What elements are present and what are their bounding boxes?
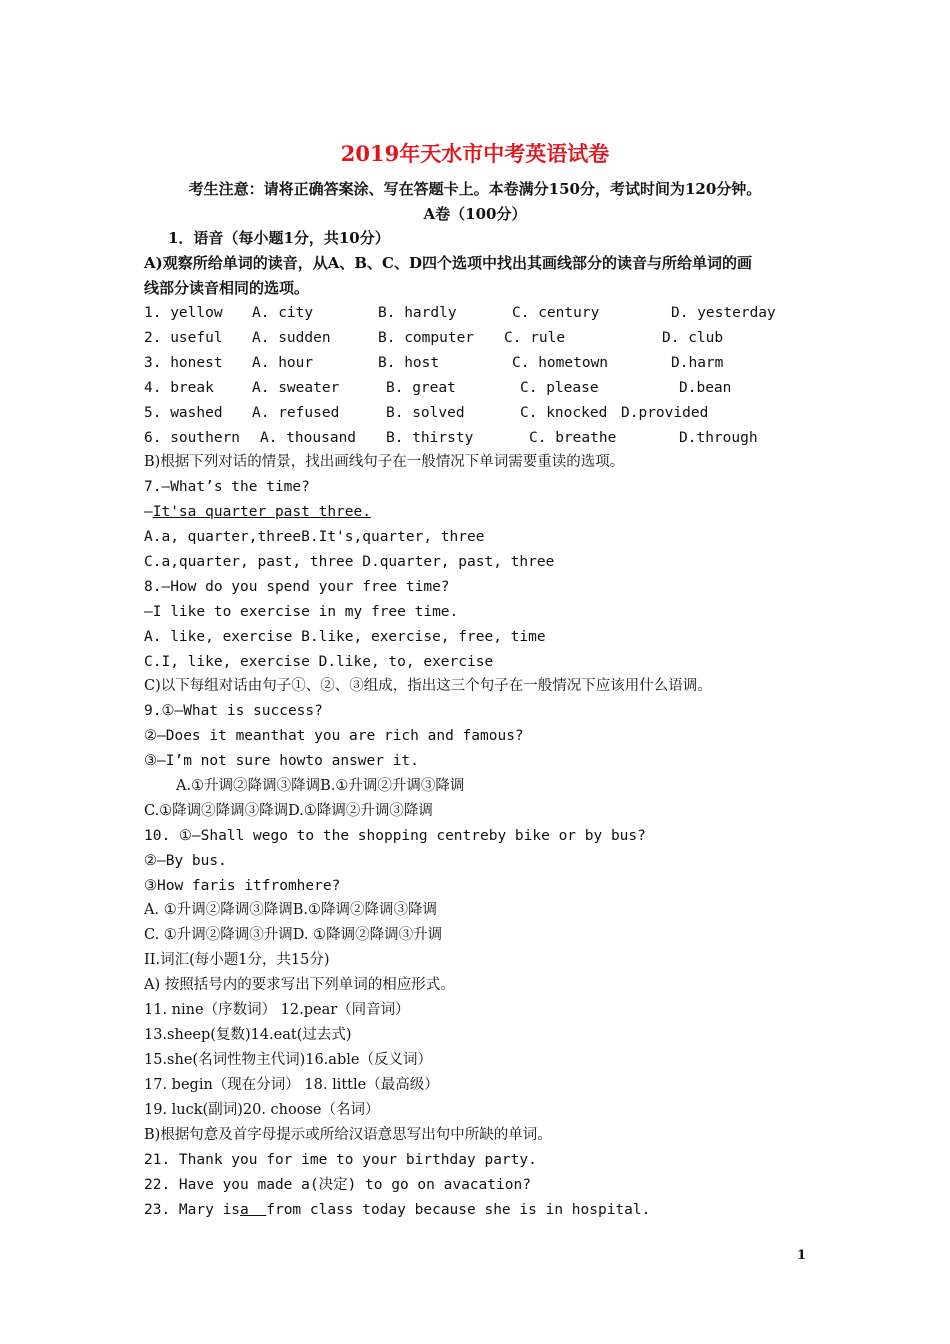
exam-notice: 考生注意：请将正确答案涂、写在答题卡上。本卷满分150分，考试时间为120分钟。 — [188, 180, 762, 198]
q8-answer: —I like to exercise in my free time. — [144, 604, 459, 620]
q21: 21. Thank you for ime to your birthday party. — [144, 1152, 537, 1168]
q9-sentence-1: 9.①—What is success? — [144, 703, 323, 719]
q1-option-b: B. hardly — [378, 305, 457, 321]
q7-answer — [144, 502, 371, 522]
q1-option-d: D. yesterday — [671, 305, 776, 321]
q5-option-a: A. refused — [252, 405, 340, 421]
q5-option-c: C. knocked — [520, 405, 608, 421]
q4-option-d: D.bean — [679, 380, 732, 396]
q2-option-d: D. club — [662, 330, 724, 346]
q23 — [144, 1200, 650, 1220]
q7-dash: — — [144, 504, 153, 520]
q7-options-line2: C.a,quarter, past, three D.quarter, past, three — [144, 554, 555, 570]
q4-option-a: A. sweater — [252, 380, 340, 396]
section2-partA-instruction: A) 按照括号内的要求写出下列单词的相应形式。 — [144, 977, 455, 993]
q5-word: 5. washed — [144, 405, 223, 421]
q6-option-a: A. thousand — [260, 430, 357, 446]
q2-option-c: C. rule — [504, 330, 566, 346]
q9-sentence-2: ②—Does it meanthat you are rich and famous? — [144, 728, 524, 744]
paper-a-heading: A卷（100分） — [423, 205, 527, 223]
q10-sentence-3: ③How faris itfromhere? — [144, 878, 341, 894]
q6-option-c: C. breathe — [529, 430, 617, 446]
q1-word: 1. yellow — [144, 305, 223, 321]
q9-options-line1: A.①升调②降调③降调B.①升调②升调③降调 — [176, 778, 465, 794]
q10-sentence-2: ②—By bus. — [144, 853, 227, 869]
partC-instruction: C)以下每组对话由句子①、②、③组成，指出这三个句子在一般情况下应该用什么语调。 — [144, 678, 712, 694]
q3-option-c: C. hometown — [512, 355, 609, 371]
q15-q16: 15.she(名词性物主代词)16.able（反义词） — [144, 1052, 432, 1068]
page-number: 1 — [797, 1248, 807, 1263]
q7-underlined-sentence: It'sa quarter past three. — [152, 504, 371, 520]
q10-sentence-1: 10. ①—Shall wego to the shopping centreby bike or by bus? — [144, 828, 646, 844]
q3-option-a: A. hour — [252, 355, 314, 371]
q6-option-b: B. thirsty — [386, 430, 474, 446]
q11-q12: 11. nine（序数词） 12.pear（同音词） — [144, 1002, 410, 1018]
q1-option-c: C. century — [512, 305, 600, 321]
q22: 22. Have you made a(决定) to go on avacation? — [144, 1177, 531, 1193]
q3-option-d: D.harm — [671, 355, 724, 371]
partA-instruction-line2: 线部分读音相同的选项。 — [144, 279, 310, 297]
q4-option-c: C. please — [520, 380, 599, 396]
q1-option-a: A. city — [252, 305, 314, 321]
q4-option-b: B. great — [386, 380, 456, 396]
q8-options-line2: C.I, like, exercise D.like, to, exercise — [144, 654, 494, 670]
q2-option-a: A. sudden — [252, 330, 331, 346]
q13-q14: 13.sheep(复数)14.eat(过去式) — [144, 1027, 352, 1043]
q5-option-d: D.provided — [621, 405, 709, 421]
q5-option-b: B. solved — [386, 405, 465, 421]
q10-options-line2: C. ①升调②降调③升调D. ①降调②降调③升调 — [144, 927, 443, 943]
partA-instruction-line1: A)观察所给单词的读音，从A、B、C、D四个选项中找出其画线部分的读音与所给单词的画 — [144, 254, 753, 272]
q7-options-line1: A.a, quarter,threeB.It's,quarter, three — [144, 529, 485, 545]
q23-blank: a — [240, 1202, 267, 1218]
q10-options-line1: A. ①升调②降调③降调B.①降调②降调③降调 — [144, 902, 437, 918]
section2-partB-instruction: B)根据句意及首字母提示或所给汉语意思写出句中所缺的单词。 — [144, 1127, 552, 1143]
section2-heading: II.词汇(每小题1分，共15分) — [144, 952, 330, 968]
q9-sentence-3: ③—I’m not sure howto answer it. — [144, 753, 419, 769]
partB-instruction: B)根据下列对话的情景，找出画线句子在一般情况下单词需要重读的选项。 — [144, 454, 625, 470]
q17-q18: 17. begin（现在分词） 18. little（最高级） — [144, 1077, 439, 1093]
q6-option-d: D.through — [679, 430, 758, 446]
q23-suffix: from class today because she is in hospital. — [266, 1202, 651, 1218]
q7-question: 7.—What’s the time? — [144, 479, 310, 495]
exam-title: 2019年天水市中考英语试卷 — [340, 141, 610, 166]
q8-question: 8.—How do you spend your free time? — [144, 579, 450, 595]
q2-option-b: B. computer — [378, 330, 475, 346]
q2-word: 2. useful — [144, 330, 223, 346]
q4-word: 4. break — [144, 380, 214, 396]
q6-word: 6. southern — [144, 430, 241, 446]
q23-prefix: 23. Mary is — [144, 1202, 241, 1218]
q8-options-line1: A. like, exercise B.like, exercise, free, time — [144, 629, 546, 645]
q19-q20: 19. luck(副词)20. choose（名词） — [144, 1102, 380, 1118]
section1-heading: 1．语音（每小题1分，共10分） — [168, 229, 390, 247]
q9-options-line2: C.①降调②降调③降调D.①降调②升调③降调 — [144, 803, 433, 819]
q3-option-b: B. host — [378, 355, 440, 371]
q3-word: 3. honest — [144, 355, 223, 371]
